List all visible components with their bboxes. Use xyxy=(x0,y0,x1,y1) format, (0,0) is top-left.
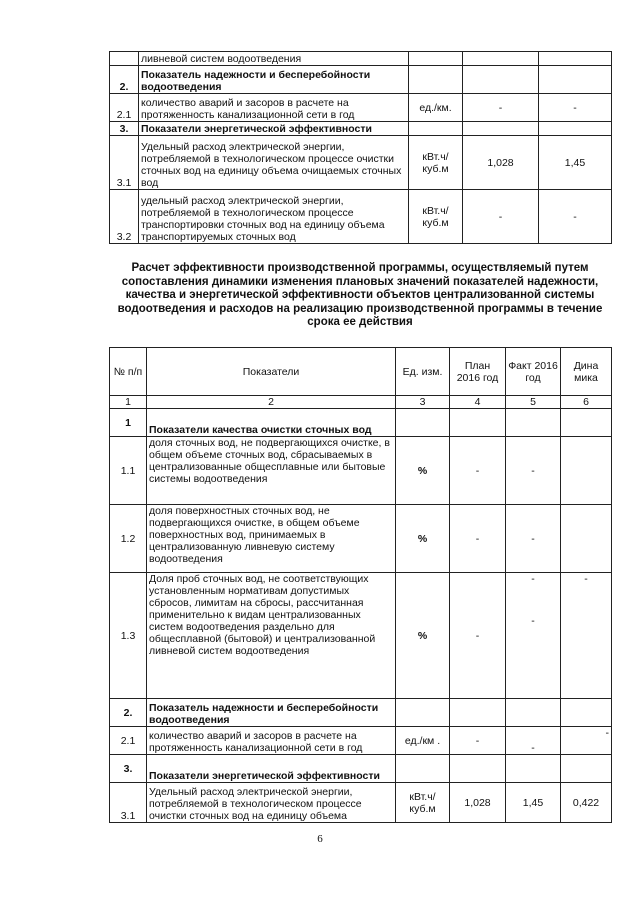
plan-cell xyxy=(463,52,539,66)
row-number: 3. xyxy=(110,755,147,783)
indicator-name: Удельный расход электрической энергии, потребляемой в технологическом процессе очистки сточных вод на единицу объема xyxy=(147,783,396,823)
efficiency-calculation-table xyxy=(109,347,612,823)
header-row xyxy=(110,348,612,396)
col-number: 4 xyxy=(450,396,506,409)
fact-cell: - xyxy=(539,190,612,244)
energy-indicators-table-continued xyxy=(109,51,612,244)
dynamics-cell xyxy=(561,699,612,727)
indicator-name: доля поверхностных сточных вод, не подвергающихся очистке, в общем объеме поверхностных вод, принимаемых в централизованную ливневую систему водоотведения xyxy=(147,505,396,573)
page-number: 6 xyxy=(317,833,323,845)
plan-cell xyxy=(463,66,539,94)
fact-cell xyxy=(506,573,561,699)
plan-cell: - xyxy=(450,437,506,505)
table-row xyxy=(110,437,612,505)
plan-cell: - xyxy=(450,727,506,755)
plan-cell: 1,028 xyxy=(463,136,539,190)
row-number: 3.1 xyxy=(110,783,147,823)
table-row xyxy=(110,699,612,727)
fact-value: - xyxy=(531,573,535,585)
unit-cell xyxy=(409,52,463,66)
row-number: 2.1 xyxy=(110,727,147,755)
indicator-name: Удельный расход электрической энергии, потребляемой в технологическом процессе очистки сточных вод на единицу объема очищаемых сточных вод xyxy=(139,136,409,190)
col-number: 5 xyxy=(506,396,561,409)
col-number: 3 xyxy=(396,396,450,409)
col-header-plan: План 2016 год xyxy=(450,348,506,396)
column-number-row xyxy=(110,396,612,409)
fact-cell: 1,45 xyxy=(506,783,561,823)
table-row xyxy=(110,409,612,437)
unit-cell: % xyxy=(396,505,450,573)
unit-cell: кВт.ч/ куб.м xyxy=(396,783,450,823)
row-number: 3.1 xyxy=(110,136,139,190)
fact-cell: - xyxy=(539,94,612,122)
plan-cell: - xyxy=(450,505,506,573)
table-row xyxy=(110,573,612,699)
row-number: 2. xyxy=(110,66,139,94)
col-header-unit: Ед. изм. xyxy=(396,348,450,396)
unit-cell xyxy=(396,699,450,727)
col-number: 1 xyxy=(110,396,147,409)
fact-value-secondary: - xyxy=(531,615,535,627)
plan-cell xyxy=(450,755,506,783)
col-header-fact: Факт 2016 год xyxy=(506,348,561,396)
plan-cell: - xyxy=(463,190,539,244)
dynamics-cell xyxy=(561,437,612,505)
row-number: 1 xyxy=(110,409,147,437)
table-row xyxy=(110,727,612,755)
table-row xyxy=(110,783,612,823)
indicator-name: Доля проб сточных вод, не соответствующих установленным нормативам допустимых сбросов, лимитам на сбросы, рассчитанная применительно к видам централизованных систем водоотведения раздельно для общесплавной (бытовой) и централизованной ливневой систем водоотведения xyxy=(147,573,396,699)
plan-cell: 1,028 xyxy=(450,783,506,823)
unit-cell: ед./км . xyxy=(396,727,450,755)
indicator-name: количество аварий и засоров в расчете на протяженность канализационной сети в год xyxy=(139,94,409,122)
col-number: 2 xyxy=(147,396,396,409)
unit-cell xyxy=(409,122,463,136)
plan-cell xyxy=(450,409,506,437)
plan-cell: - xyxy=(450,573,506,699)
plan-cell xyxy=(463,122,539,136)
unit-cell xyxy=(409,66,463,94)
fact-cell xyxy=(506,699,561,727)
dynamics-cell xyxy=(561,409,612,437)
fact-cell: - xyxy=(506,437,561,505)
table-row xyxy=(110,755,612,783)
table-row xyxy=(110,66,612,94)
indicator-name: удельный расход электрической энергии, потребляемой в технологическом процессе транспортировки сточных вод на единицу объема транспортируемых сточных вод xyxy=(139,190,409,244)
row-number: 2.1 xyxy=(110,94,139,122)
table-row xyxy=(110,122,612,136)
unit-cell: кВт.ч/куб.м xyxy=(409,190,463,244)
unit-cell xyxy=(396,755,450,783)
section-title: Показатели качества очистки сточных вод xyxy=(147,409,396,437)
row-number: 1.1 xyxy=(110,437,147,505)
unit-cell: кВт.ч/куб.м xyxy=(409,136,463,190)
dynamics-cell xyxy=(561,505,612,573)
section-title: Показатель надежности и бесперебойности водоотведения xyxy=(139,66,409,94)
indicator-name: ливневой систем водоотведения xyxy=(139,52,409,66)
unit-cell: % xyxy=(396,437,450,505)
fact-cell xyxy=(539,122,612,136)
dynamics-cell: - xyxy=(561,573,612,699)
section-title: Показатели энергетической эффективности xyxy=(139,122,409,136)
indicator-name: доля сточных вод, не подвергающихся очистке, в общем объеме сточных вод, сбрасываемых в централизованные общесплавные или бытовые системы водоотведения xyxy=(147,437,396,505)
dynamics-cell xyxy=(561,755,612,783)
section-title: Показатель надежности и бесперебойности водоотведения xyxy=(147,699,396,727)
row-number xyxy=(110,52,139,66)
fact-cell xyxy=(539,66,612,94)
row-number: 1.3 xyxy=(110,573,147,699)
col-header-dynamics: Дина мика xyxy=(561,348,612,396)
section-title: Показатели энергетической эффективности xyxy=(147,755,396,783)
fact-cell: - xyxy=(506,727,561,755)
unit-cell xyxy=(396,409,450,437)
col-header-indicators: Показатели xyxy=(147,348,396,396)
plan-cell: - xyxy=(463,94,539,122)
indicator-name: количество аварий и засоров в расчете на протяженность канализационной сети в год xyxy=(147,727,396,755)
unit-cell: % xyxy=(396,573,450,699)
unit-cell: ед./км. xyxy=(409,94,463,122)
fact-cell: 1,45 xyxy=(539,136,612,190)
table-row xyxy=(110,136,612,190)
section-heading: Расчет эффективности производственной программы, осуществляемый путем сопоставления динамики изменения плановых значений показателей надежности, качества и энергетической эффективности объектов централизованной системы водоотведения и расходов на реализацию производственной программы в течение срока ее действия xyxy=(117,262,603,329)
table-row xyxy=(110,94,612,122)
dynamics-cell: - xyxy=(561,727,612,755)
row-number: 2. xyxy=(110,699,147,727)
table-row xyxy=(110,190,612,244)
table-row xyxy=(110,505,612,573)
fact-cell: - xyxy=(506,505,561,573)
fact-cell xyxy=(506,409,561,437)
plan-cell xyxy=(450,699,506,727)
fact-cell xyxy=(539,52,612,66)
dynamics-cell: 0,422 xyxy=(561,783,612,823)
row-number: 1.2 xyxy=(110,505,147,573)
fact-cell xyxy=(506,755,561,783)
row-number: 3. xyxy=(110,122,139,136)
table-row xyxy=(110,52,612,66)
col-header-number: № п/п xyxy=(110,348,147,396)
row-number: 3.2 xyxy=(110,190,139,244)
col-number: 6 xyxy=(561,396,612,409)
